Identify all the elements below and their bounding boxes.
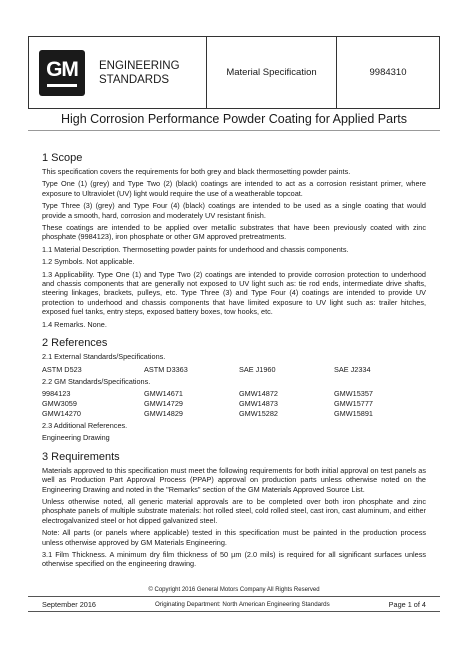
reference-item: 9984123 <box>42 388 71 398</box>
section-references <box>42 337 426 443</box>
reference-item: GMW14872 <box>239 388 278 398</box>
reference-item: GMW14270 <box>42 408 81 418</box>
footer-date: September 2016 <box>42 599 96 609</box>
reference-item: GMW15282 <box>239 408 278 418</box>
paragraph: Type Three (3) (grey) and Type Four (4) (black) coatings are intended to be used as a single coating that would provide a smooth, hard, corrosion and moderately UV resistant finish. <box>42 201 426 220</box>
gm-logo <box>39 50 85 96</box>
reference-item: GMW15891 <box>334 408 373 418</box>
reference-item: GMW15777 <box>334 398 373 408</box>
section-requirements <box>42 451 426 569</box>
external-standards-list <box>42 365 426 375</box>
section-heading: 1 Scope <box>42 152 83 164</box>
reference-item: GMW14729 <box>144 398 183 408</box>
engineering-standards-label <box>99 59 180 87</box>
paragraph: Unless otherwise noted, all generic material approvals are to be completed over both iron phosphate and zinc phosphate panels of multiple substrate materials: hot rolled steel, cold rolled steel, cast iron, cast aluminum, and either electrogalvanized steel or hot dipped galvanized steel. <box>42 496 426 525</box>
paragraph: 1.4 Remarks. None. <box>42 319 107 329</box>
paragraph: 1.3 Applicability. Type One (1) and Type Two (2) coatings are intended to provide corrosion protection to underhood and chassis components that are generally not exposed to UV light such as: tie rod ends, intermediate drive shafts, steering linkages, brackets, pulleys, etc. Type Three (3) and Type Four (4) coatings are intended to provide UV protection to underhood and chassis components that have limited exposure to UV light such as: trailer hitches, exposed fuel tanks, entry steps, exposed battery boxes, tow hooks, etc. <box>42 269 426 317</box>
page-footer <box>28 596 440 612</box>
reference-item: GMW3059 <box>42 398 77 408</box>
section-scope <box>42 152 426 329</box>
reference-item: ASTM D523 <box>42 364 82 374</box>
reference-item: SAE J1960 <box>239 364 276 374</box>
section-heading: 2 References <box>42 337 108 350</box>
paragraph: Materials approved to this specification must meet the following requirements for both initial approval on test panels as well as Production Part Approval Process (PPAP) approval on production parts unless otherwise noted on the Engineering Drawing and noted in the "Remarks" section of the GM Materials Approved Source List. <box>42 465 426 494</box>
page-number: Page 1 of 4 <box>388 599 426 609</box>
document-body <box>42 152 426 577</box>
gm-standards-list <box>42 389 426 419</box>
reference-item: Engineering Drawing <box>42 433 110 443</box>
paragraph: 1.1 Material Description. Thermosetting powder paints for underhood and chassis components. <box>42 244 349 254</box>
reference-item: ASTM D3363 <box>144 364 188 374</box>
paragraph: 1.2 Symbols. Not applicable. <box>42 257 135 267</box>
paragraph: 2.3 Additional References. <box>42 420 128 430</box>
paragraph: 2.1 External Standards/Specifications. <box>42 352 166 362</box>
reference-item: GMW14671 <box>144 388 183 398</box>
doc-number: 9984310 <box>369 67 407 78</box>
header-logo-cell <box>29 37 207 108</box>
title-divider <box>28 130 440 131</box>
gm-logo-text: GM <box>46 57 78 81</box>
document-title: High Corrosion Performance Powder Coating for Applied Parts <box>60 112 407 126</box>
footer-department: Originating Department: North American Engineering Standards <box>154 600 330 608</box>
section-heading: 3 Requirements <box>42 450 120 463</box>
document-header <box>28 36 440 109</box>
paragraph: These coatings are intended to be applied over metallic substrates that have been previously coated with zinc phosphate (9984123), iron phosphate or other GM approved pretreatments. <box>42 223 426 242</box>
reference-item: GMW14829 <box>144 408 183 418</box>
reference-item: GMW15357 <box>334 388 373 398</box>
org-line-1: ENGINEERING <box>99 59 180 72</box>
doc-type: Material Specification <box>207 37 337 108</box>
paragraph: 2.2 GM Standards/Specifications. <box>42 376 151 386</box>
reference-item: GMW14873 <box>239 398 278 408</box>
paragraph: Note: All parts (or panels where applicable) tested in this specification must be painted in the production process unless otherwise approved by GM Materials Engineering. <box>42 528 426 547</box>
paragraph: Type One (1) (grey) and Type Two (2) (black) coatings are intended to act as a corrosion resistant primer, where exposure to Ultraviolet (UV) light would require the use of a weatherable topcoat. <box>42 179 426 198</box>
org-line-2: STANDARDS <box>99 73 170 86</box>
reference-item: SAE J2334 <box>334 364 371 374</box>
gm-logo-underline <box>47 84 77 87</box>
paragraph: 3.1 Film Thickness. A minimum dry film thickness of 50 µm (2.0 mils) is required for all significant surfaces unless otherwise specified on the engineering drawing. <box>42 549 426 569</box>
paragraph: This specification covers the requirements for both grey and black thermosetting powder paints. <box>42 167 351 176</box>
copyright-notice: © Copyright 2016 General Motors Company All Rights Reserved <box>148 587 320 593</box>
